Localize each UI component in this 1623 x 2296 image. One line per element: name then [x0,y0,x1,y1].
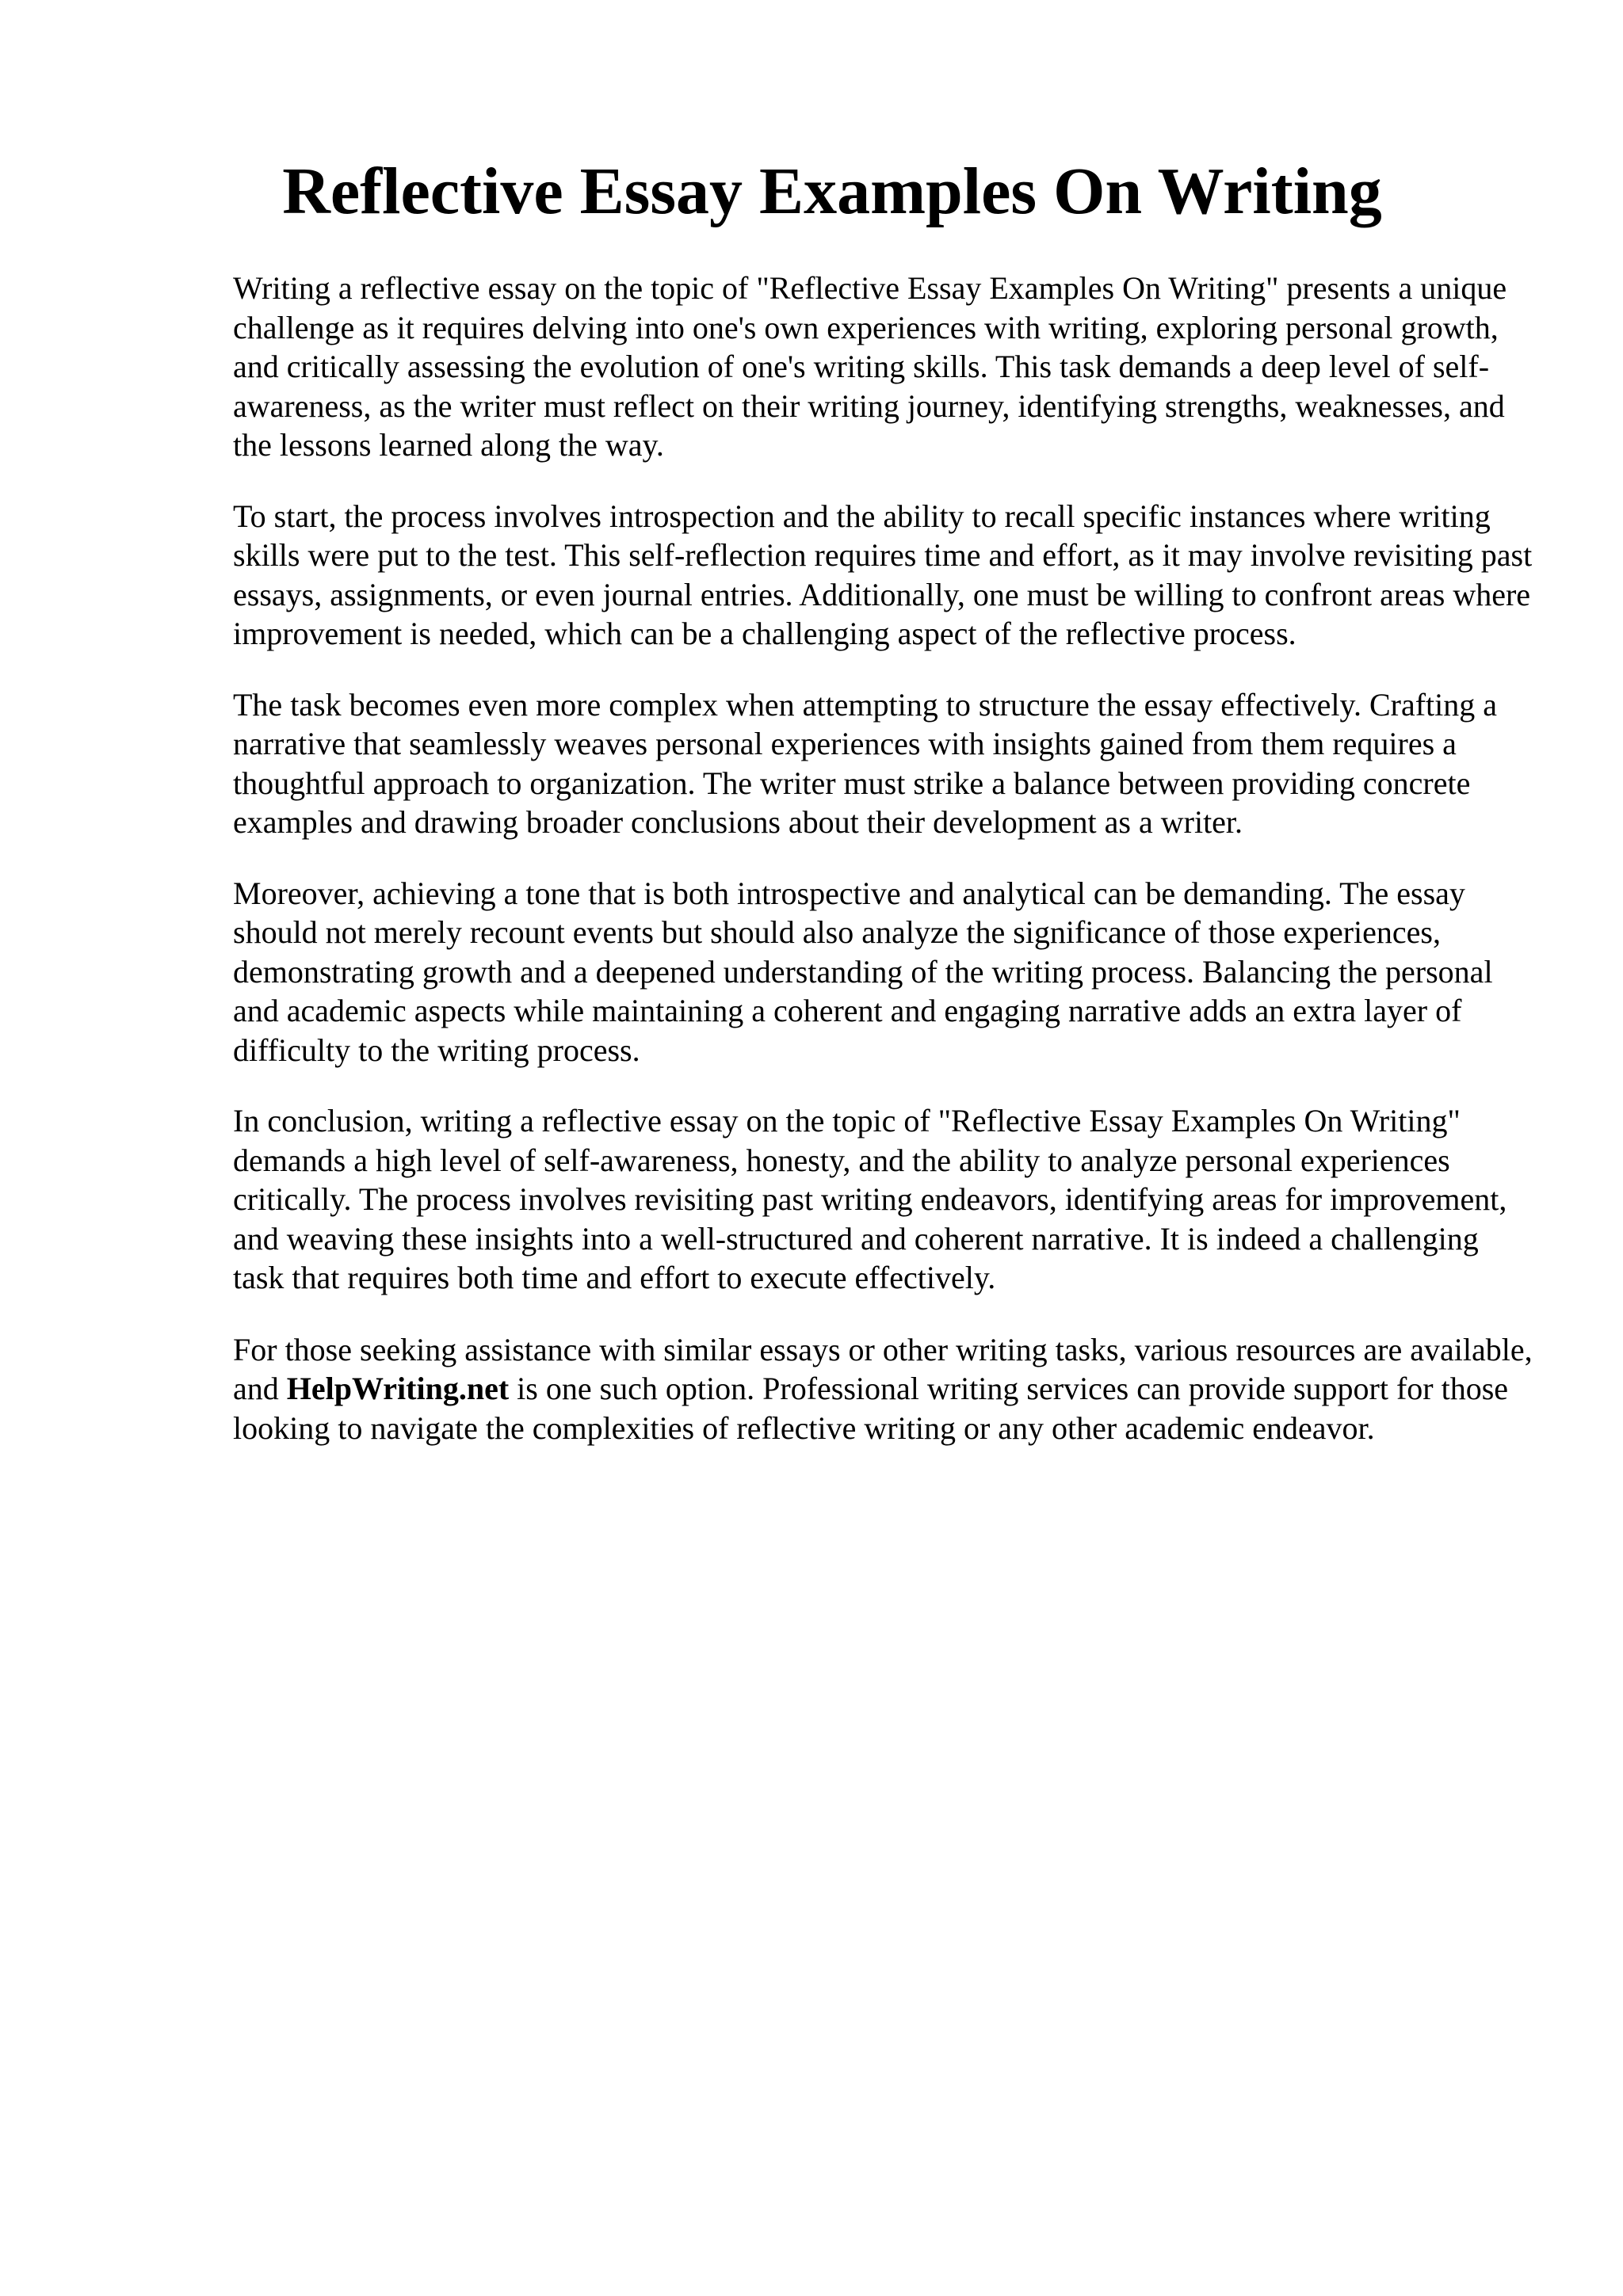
essay-body [233,269,1533,1479]
paragraph-intro: Writing a reflective essay on the topic of "Reflective Essay Examples On Writing" presents a unique challenge as it requires delving into one's own experiences with writing, exploring personal growth, and critically assessing the evolution of one's writing skills. This task demands a deep level of self-awareness, as the writer must reflect on their writing journey, identifying strengths, weaknesses, and the lessons learned along the way. [233,270,1507,463]
brand-name: HelpWriting.net [286,1371,510,1406]
closing-text-after: is one such option. Professional writing services can provide support for those looking to navigate the complexities of reflective writing or any other academic endeavor. [233,1371,1509,1446]
paragraph-structure: The task becomes even more complex when attempting to structure the essay effectively. Crafting a narrative that seamlessly weaves personal experiences with insights gained from them requires a thoughtful approach to organization. The writer must strike a balance between providing concrete examples and drawing broader conclusions about their development as a writer. [233,686,1497,840]
paragraph-start: To start, the process involves introspection and the ability to recall specific instances where writing skills were put to the test. This self-reflection requires time and effort, as it may involve revisiting past essays, assignments, or even journal entries. Additionally, one must be willing to confront areas where improvement is needed, which can be a challenging aspect of the reflective process. [233,498,1533,651]
closing-text-before: For those seeking assistance with similar essays or other writing tasks, various resources are available, and [233,1331,1533,1406]
paragraph-conclusion: In conclusion, writing a reflective essay on the topic of "Reflective Essay Examples On Writing" demands a high level of self-awareness, honesty, and the ability to analyze personal experiences critically. The process involves revisiting past writing endeavors, identifying areas for improvement, and weaving these insights into a well-structured and coherent narrative. It is indeed a challenging task that requires both time and effort to execute effectively. [233,1103,1507,1295]
page-title: Reflective Essay Examples On Writing [282,154,1382,228]
paragraph-tone: Moreover, achieving a tone that is both introspective and analytical can be demanding. The essay should not merely recount events but should also analyze the significance of those experiences, demonstrating growth and a deepened understanding of the writing process. Balancing the personal and academic aspects while maintaining a coherent and engaging narrative adds an extra layer of difficulty to the writing process. [233,875,1493,1068]
paragraph-closing [233,1330,1533,1448]
